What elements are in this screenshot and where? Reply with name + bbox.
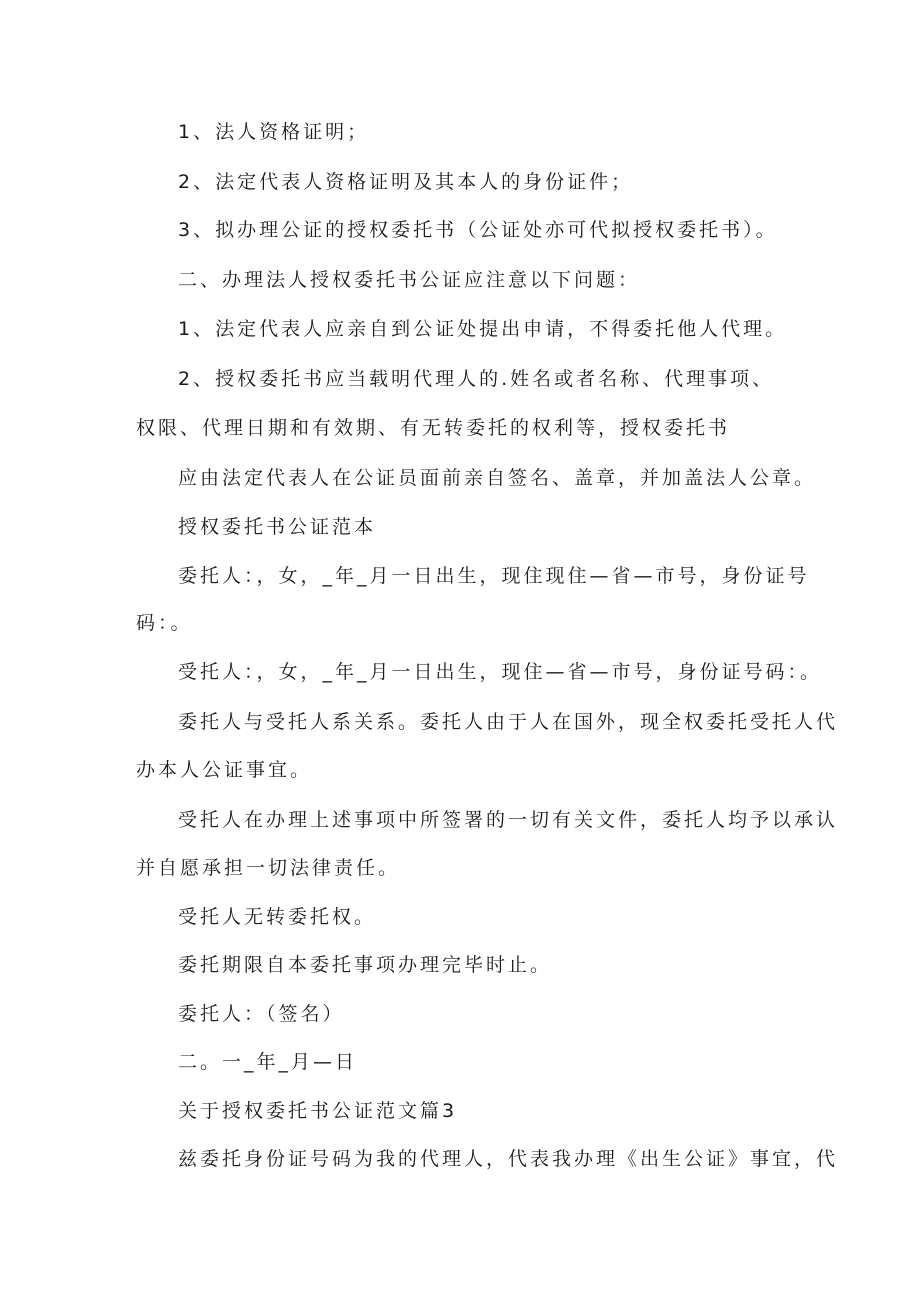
note-item-2-line-3: 应由法定代表人在公证员面前亲自签名、盖章，并加盖法人公章。 <box>178 467 817 489</box>
signature-line: 委托人：（签名） <box>178 1003 345 1025</box>
template-heading: 授权委托书公证范本 <box>178 516 377 538</box>
date-line: 二。一_年_月—日 <box>178 1051 358 1073</box>
liability-line-2: 并自愿承担一切法律责任。 <box>136 857 401 879</box>
note-item-2-line-1: 2、授权委托书应当载明代理人的.姓名或者名称、代理事项、 <box>178 368 775 390</box>
list-item-legal-person-certificate: 1、法人资格证明； <box>178 121 370 143</box>
list-item-authorization-letter: 3、拟办理公证的授权委托书（公证处亦可代拟授权委托书）。 <box>178 219 778 241</box>
relationship-line-1: 委托人与受托人系关系。委托人由于人在国外，现全权委托受托人代 <box>178 711 839 733</box>
relationship-line-2: 办本人公证事宜。 <box>136 759 313 781</box>
article-heading: 关于授权委托书公证范文篇3 <box>178 1100 458 1122</box>
section-heading-notes: 二、办理法人授权委托书公证应注意以下问题： <box>178 269 641 291</box>
list-item-representative-certificate: 2、法定代表人资格证明及其本人的身份证件； <box>178 171 634 193</box>
principal-info-line-2: 码：。 <box>136 612 193 634</box>
agent-info: 受托人：，女，_年_月一日出生，现住—省—市号，身份证号码：。 <box>178 661 823 683</box>
note-item-1: 1、法定代表人应亲自到公证处提出申请，不得委托他人代理。 <box>178 318 788 340</box>
validity-period: 委托期限自本委托事项办理完毕时止。 <box>178 954 553 976</box>
principal-info-line-1: 委托人：，女，_年_月一日出生，现住现住—省—市号，身份证号 <box>178 565 810 587</box>
no-subdelegation: 受托人无转委托权。 <box>178 906 377 928</box>
liability-line-1: 受托人在办理上述事项中所签署的一切有关文件，委托人均予以承认 <box>178 809 839 831</box>
note-item-2-line-2: 权限、代理日期和有效期、有无转委托的权利等，授权委托书 <box>136 417 731 439</box>
sample-text-line: 兹委托身份证号码为我的代理人，代表我办理《出生公证》事宜，代 <box>178 1148 839 1170</box>
